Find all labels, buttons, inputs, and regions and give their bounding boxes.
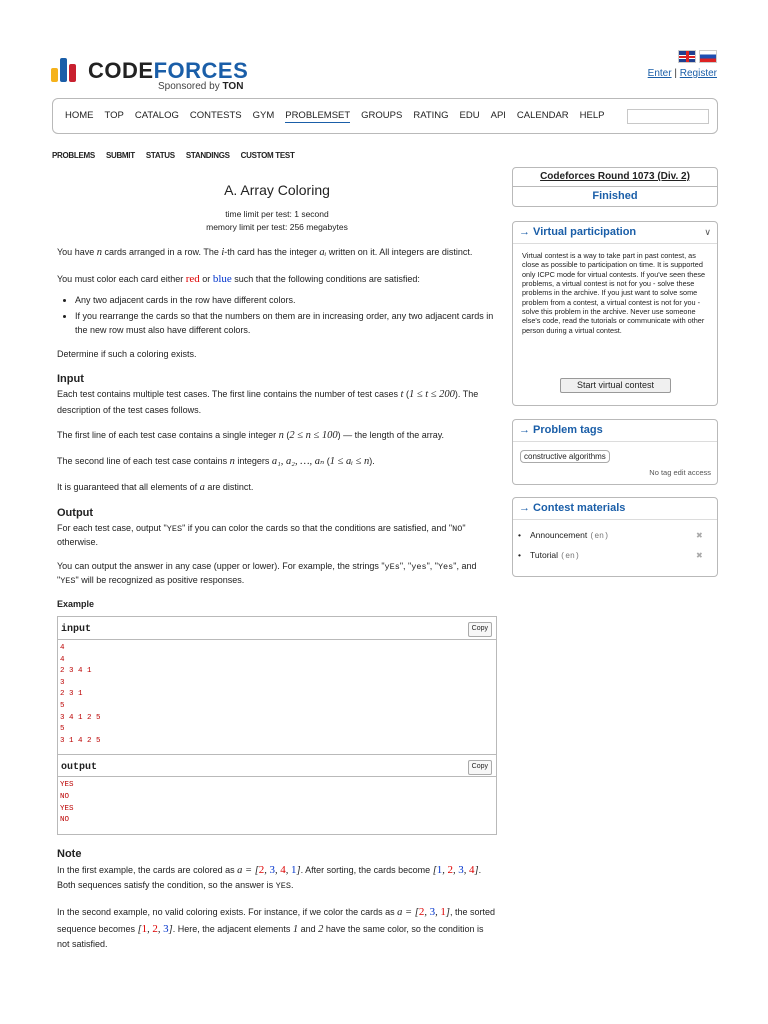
copy-output-button[interactable]: Copy	[468, 760, 492, 775]
menu-edu[interactable]: EDU	[459, 110, 480, 121]
sample-output: YES NO YES NO	[60, 781, 74, 825]
copy-input-button[interactable]: Copy	[468, 622, 492, 637]
logo-bars-icon	[51, 56, 83, 82]
virtual-participation-box	[512, 221, 718, 406]
menu-rating[interactable]: RATING	[413, 110, 449, 121]
input-label: input	[61, 624, 92, 636]
submenu-custom-test[interactable]: CUSTOM TEST	[240, 151, 295, 160]
input-header	[58, 617, 496, 640]
output-paragraph-1: For each test case, output "YES" if you can color the cards so that the conditions are satisfied, and "NO" otherwise.	[57, 522, 466, 547]
input-paragraph-2: The first line of each test case contains a single integer n (2 ≤ n ≤ 100) — the length of the array.	[57, 429, 445, 441]
close-icon: ✖	[696, 551, 703, 560]
memory-limit: memory limit per test: 256 megabytes	[206, 222, 348, 233]
legend-paragraph-3: Determine if such a coloring exists.	[57, 349, 197, 359]
problem-tags-box	[512, 419, 718, 485]
note-heading: Note	[57, 847, 82, 860]
main-menu	[52, 98, 718, 134]
contest-box	[512, 167, 718, 207]
register-link[interactable]: Register	[679, 68, 717, 79]
legend-paragraph-1: You have n cards arranged in a row. The i-th card has the integer aᵢ written on it. All integers are distinct.	[57, 246, 473, 258]
russian-flag-icon[interactable]	[699, 50, 717, 63]
auth-separator: |	[674, 68, 677, 79]
example-heading: Example	[57, 599, 95, 610]
start-virtual-contest-button[interactable]: Start virtual contest	[560, 378, 671, 393]
menu-api[interactable]: API	[490, 110, 506, 121]
menu-help[interactable]: HELP	[579, 110, 605, 121]
time-limit: time limit per test: 1 second	[225, 208, 329, 219]
menu-calendar[interactable]: CALENDAR	[516, 110, 569, 121]
condition-item: • If you rearrange the cards so that the numbers on them are in increasing order, any two adjacent cards in the new row must also have different colors.	[75, 310, 497, 338]
problem-limits	[57, 208, 497, 235]
menu-home[interactable]: HOME	[65, 110, 94, 121]
logo-text: CODEFORCES	[88, 58, 249, 83]
menu-catalog[interactable]: CATALOG	[134, 110, 179, 121]
output-heading: Output	[57, 507, 94, 520]
auth-links	[648, 68, 717, 79]
second-menu	[52, 151, 306, 160]
example-box	[57, 616, 497, 835]
language-flags	[678, 50, 718, 64]
menu-problemset[interactable]: PROBLEMSET	[285, 110, 351, 121]
contest-materials-title: → Contest materials	[513, 498, 717, 520]
menu-contests[interactable]: CONTESTS	[189, 110, 242, 121]
submenu-submit[interactable]: SUBMIT	[105, 151, 135, 160]
problem-tags-title: → Problem tags	[513, 420, 717, 442]
note-paragraph-2: In the second example, no valid coloring exists. For instance, if we color the cards as a = [2, 3, 1], the sorted sequence becomes [1, 2, 3]. Here, the adjacent elements 1 and 2 have the same color, so the condition is not satisfied.	[57, 905, 495, 950]
condition-item: • Any two adjacent cards in the row have different colors.	[75, 294, 497, 308]
sample-input: 4 4 2 3 4 1 3 2 3 1 5 3 4 1 2 5 5 3 1 4 2 5	[60, 644, 101, 745]
input-paragraph-1: Each test contains multiple test cases. The first line contains the number of test cases t (1 ≤ t ≤ 200). The description of the test cases follows.	[57, 389, 479, 415]
sponsor-line: Sponsored by TON	[158, 81, 244, 92]
english-flag-icon[interactable]	[678, 50, 696, 63]
note-paragraph-1: In the first example, the cards are colored as a = [2, 3, 4, 1]. After sorting, the cards become [1, 2, 3, 4]. Both sequences satisfy the condition, so the answer is YES.	[57, 864, 482, 892]
material-item[interactable]: • Tutorial (en) ✖	[527, 550, 717, 561]
no-tag-edit-note: No tag edit access	[649, 468, 711, 477]
conditions-list	[75, 294, 497, 338]
submenu-problems[interactable]: PROBLEMS	[52, 151, 95, 160]
input-paragraph-4: It is guaranteed that all elements of a are distinct.	[57, 482, 254, 494]
search-input[interactable]	[627, 109, 709, 124]
close-icon: ✖	[696, 531, 703, 540]
material-item[interactable]: • Announcement (en) ✖	[527, 530, 717, 541]
chevron-down-icon[interactable]: ∨	[704, 227, 711, 237]
submenu-status[interactable]: STATUS	[145, 151, 175, 160]
contest-status: Finished	[592, 190, 638, 202]
contest-name-link[interactable]: Codeforces Round 1073 (Div. 2)	[540, 171, 690, 182]
problem-statement	[57, 180, 497, 962]
output-paragraph-2: You can output the answer in any case (upper or lower). For example, the strings "yEs", "yes", "Yes", and "YES" will be recognized as positive responses.	[57, 560, 477, 586]
virtual-participation-title[interactable]: → Virtual participation ∨	[513, 222, 717, 244]
menu-top[interactable]: TOP	[104, 110, 124, 121]
output-header	[58, 754, 496, 777]
legend-paragraph-2: You must color each card either red or blue such that the following conditions are satisfied:	[57, 273, 420, 286]
tag-badge[interactable]: constructive algorithms	[520, 450, 610, 463]
input-paragraph-3: The second line of each test case contains n integers a₁, a₂, …, aₙ (1 ≤ aᵢ ≤ n).	[57, 455, 375, 467]
menu-groups[interactable]: GROUPS	[361, 110, 403, 121]
problem-title: A. Array Coloring	[224, 182, 330, 198]
output-label: output	[61, 762, 98, 774]
input-heading: Input	[57, 372, 84, 385]
enter-link[interactable]: Enter	[647, 68, 672, 79]
menu-gym[interactable]: GYM	[252, 110, 275, 121]
virtual-participation-text: Virtual contest is a way to take part in past contest, as close as possible to participation on time. It is supported only ICPC mode for virtual contests. If you've seen these problems, a virtual contest is not for you - solve these problems in the archive. If you just want to solve some problem from a contest, a virtual contest is not for you - solve this problem in the archive. Never use someone else's code, read the tutorials or communicate with other person during a virtual contest.	[522, 251, 706, 335]
contest-materials-box	[512, 497, 718, 577]
submenu-standings[interactable]: STANDINGS	[185, 151, 230, 160]
